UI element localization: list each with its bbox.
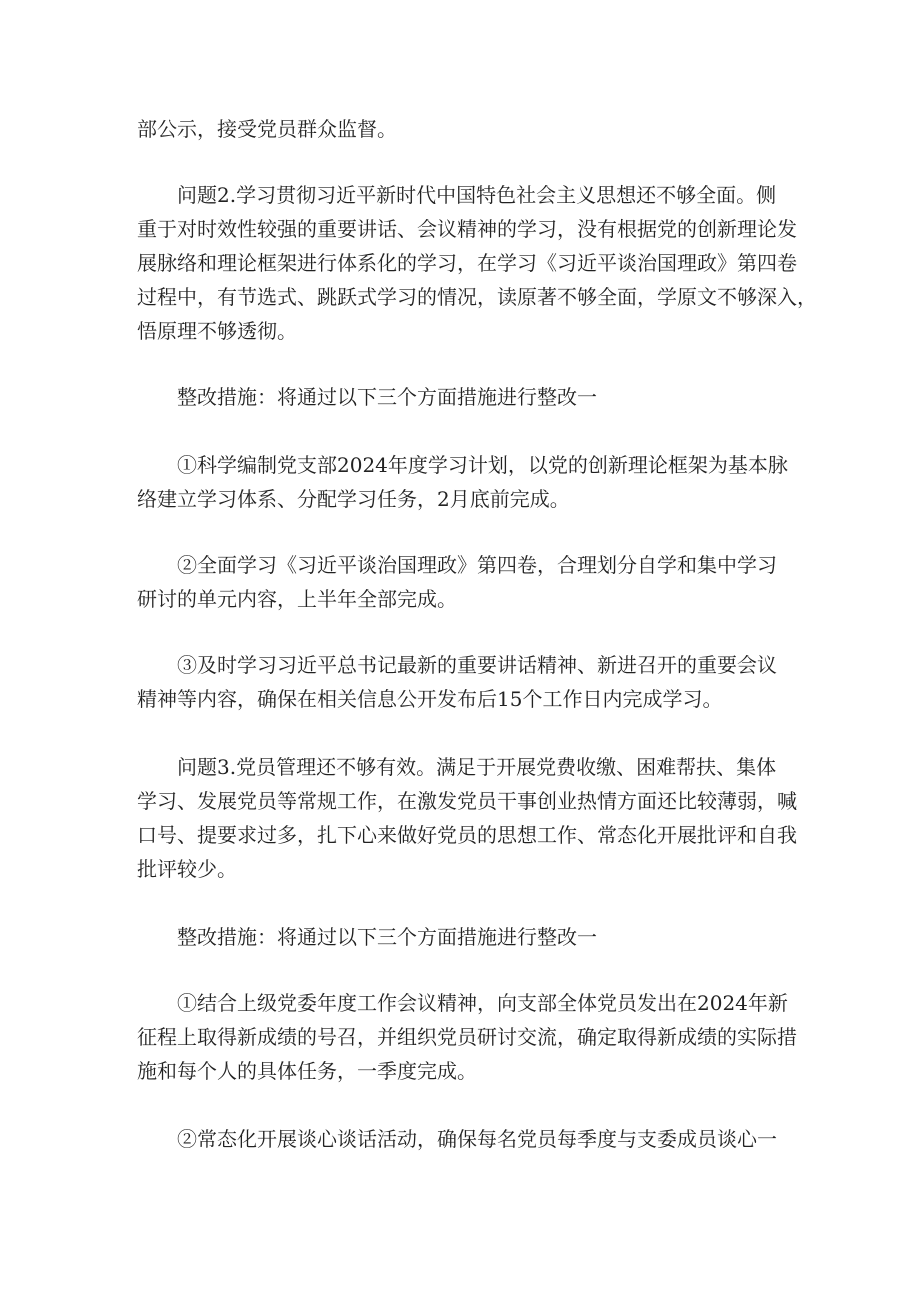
paragraph-text-line: 部公示，接受党员群众监督。 [137,117,397,141]
paragraph-text-line: 展脉络和理论框架进行体系化的学习，在学习《习近平谈治国理政》第四卷 [137,251,797,275]
paragraph-text-line: 学习、发展党员等常规工作，在激发党员干事创业热情方面还比较薄弱，喊 [137,789,797,813]
paragraph-text-line: 问题2.学习贯彻习近平新时代中国特色社会主义思想还不够全面。侧 [177,183,777,207]
paragraph-text-line: ③及时学习习近平总书记最新的重要讲话精神、新进召开的重要会议 [177,653,777,677]
paragraph-text-line: ②常态化开展谈心谈话活动，确保每名党员每季度与支委成员谈心一 [177,1127,777,1151]
paragraph-text-line: ①科学编制党支部2024年度学习计划，以党的创新理论框架为基本脉 [177,453,788,477]
paragraph-text-line: 征程上取得新成绩的号召，并组织党员研讨交流，确定取得新成绩的实际措 [137,1025,797,1049]
paragraph-text-line: 口号、提要求过多，扎下心来做好党员的思想工作、常态化开展批评和自我 [137,823,797,847]
paragraph-text-line: 络建立学习体系、分配学习任务，2月底前完成。 [137,487,570,511]
paragraph-text-line: 施和每个人的具体任务，一季度完成。 [137,1059,477,1083]
paragraph-text-line: 精神等内容，确保在相关信息公开发布后15个工作日内完成学习。 [137,687,723,711]
paragraph-text-line: 问题3.党员管理还不够有效。满足于开展党费收缴、困难帮扶、集体 [177,755,777,779]
paragraph-text-line: 重于对时效性较强的重要讲话、会议精神的学习，没有根据党的创新理论发 [137,217,797,241]
paragraph-text-line: 整改措施：将通过以下三个方面措施进行整改一 [177,385,597,409]
paragraph-text-line: 批评较少。 [137,857,237,881]
paragraph-text-line: 整改措施：将通过以下三个方面措施进行整改一 [177,925,597,949]
paragraph-text-line: ①结合上级党委年度工作会议精神，向支部全体党员发出在2024年新 [177,991,788,1015]
paragraph-text-line: 过程中，有节选式、跳跃式学习的情况，读原著不够全面，学原文不够深入， [137,285,817,309]
paragraph-text-line: 研讨的单元内容，上半年全部完成。 [137,587,457,611]
paragraph-text-line: 悟原理不够透彻。 [137,319,297,343]
paragraph-text-line: ②全面学习《习近平谈治国理政》第四卷，合理划分自学和集中学习 [177,553,777,577]
